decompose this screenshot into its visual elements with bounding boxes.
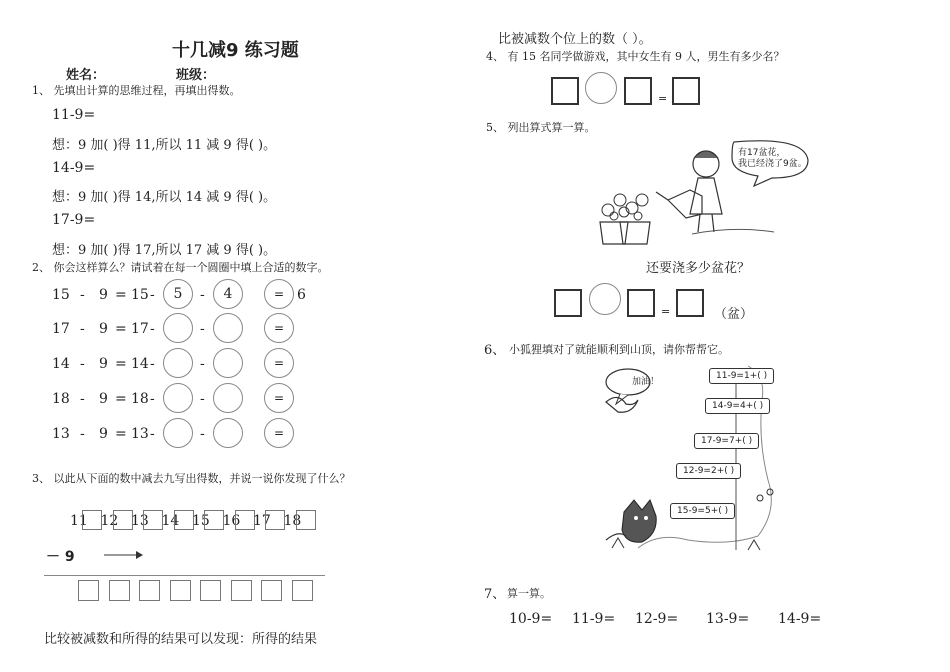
q3-number: 18	[283, 513, 302, 529]
answer-box[interactable]	[676, 289, 704, 317]
q2-minus-sign: -	[150, 321, 155, 337]
equals-circle: =	[264, 348, 294, 378]
q6-prompt: 小狐狸填对了就能顺利到山顶，请你帮帮它。	[509, 343, 729, 356]
q2-minus-sign: -	[200, 321, 205, 337]
q3-number-box[interactable]	[204, 510, 224, 530]
bubble-line-2: 我已经浇了9盆。	[738, 159, 807, 169]
q3-answer-box[interactable]	[231, 580, 252, 601]
q3-prompt: 3、 以此从下面的数中减去九写出得数，并说一说你发现了什么？	[32, 472, 351, 485]
signpost[interactable]: 17-9=7+( )	[694, 433, 759, 449]
q2-minus-sign: -	[80, 426, 85, 442]
q1-prompt: 1、 先填出计算的思维过程，再填出得数。	[32, 84, 241, 97]
equals-sign: =	[658, 92, 668, 105]
q2-equals: =	[115, 287, 127, 303]
q2-start-number: 15	[131, 287, 149, 303]
q1-eq-1: 11-9=	[52, 107, 96, 123]
q2-minuend: 18	[52, 391, 70, 407]
q2-subtrahend: 9	[99, 321, 108, 337]
q7-problem: 12-9=	[635, 611, 679, 627]
q2-result[interactable]: 6	[297, 287, 306, 303]
answer-circle[interactable]: 5	[163, 279, 193, 309]
class-label: 班级：	[176, 68, 216, 83]
q7-problem: 14-9=	[778, 611, 822, 627]
q3-number: 16	[222, 513, 241, 529]
q2-minus-sign: -	[200, 287, 205, 303]
q2-equals: =	[115, 321, 127, 337]
q3-answer-box[interactable]	[200, 580, 221, 601]
q3-conclusion: 比较被减数和所得的结果可以发现：所得的结果	[44, 632, 318, 647]
divider-line	[44, 575, 325, 576]
signpost[interactable]: 11-9=1+( )	[709, 368, 774, 384]
q1-think-1: 想：9 加( )得 11,所以 11 减 9 得( )。	[52, 138, 277, 153]
mountain-fox-illustration	[598, 360, 798, 555]
q2-start-number: 18	[131, 391, 149, 407]
minus-nine-label: － 9	[46, 549, 75, 565]
q2-prompt: 2、 你会这样算么？请试着在每一个圆圈中填上合适的数字。	[32, 261, 329, 274]
q3-number: 15	[192, 513, 210, 529]
q1-eq-3: 17-9=	[52, 212, 96, 228]
answer-box[interactable]	[627, 289, 655, 317]
q3-number: 14	[161, 513, 180, 529]
q3-number: 17	[253, 513, 271, 529]
speech-bubble-text	[738, 148, 807, 170]
q2-minus-sign: -	[80, 321, 85, 337]
equals-circle: =	[264, 313, 294, 343]
answer-box[interactable]	[554, 289, 582, 317]
q7-problem: 10-9=	[509, 611, 553, 627]
operator-circle[interactable]	[589, 283, 621, 315]
q7-prompt: 算一算。	[507, 587, 551, 600]
name-label: 姓名：	[66, 68, 106, 83]
q4-prompt: 4、 有 15 名同学做游戏，其中女生有 9 人，男生有多少名？	[486, 50, 785, 63]
q2-subtrahend: 9	[99, 356, 108, 372]
q3-answer-box[interactable]	[170, 580, 191, 601]
q3-number: 13	[131, 513, 149, 529]
q3-number: 11	[70, 513, 88, 529]
answer-circle[interactable]	[213, 418, 243, 448]
q1-think-3: 想：9 加( )得 17,所以 17 减 9 得( )。	[52, 243, 277, 258]
q2-minus-sign: -	[80, 356, 85, 372]
page-title: 十几减9 练习题	[172, 40, 299, 61]
q2-start-number: 17	[131, 321, 149, 337]
q2-start-number: 13	[131, 426, 149, 442]
q1-eq-2: 14-9=	[52, 160, 96, 176]
q2-minus-sign: -	[80, 287, 85, 303]
answer-circle[interactable]	[163, 348, 193, 378]
q3-number-box[interactable]	[296, 510, 316, 530]
answer-circle[interactable]	[163, 313, 193, 343]
q2-minuend: 13	[52, 426, 70, 442]
answer-box[interactable]	[672, 77, 700, 105]
q2-minuend: 17	[52, 321, 70, 337]
q3-number-box[interactable]	[265, 510, 285, 530]
q7-number: 7、	[484, 587, 506, 602]
q3-number-box[interactable]	[174, 510, 194, 530]
answer-circle[interactable]	[213, 383, 243, 413]
answer-circle[interactable]	[213, 313, 243, 343]
q2-minus-sign: -	[150, 391, 155, 407]
unit-label: （盆）	[714, 307, 754, 322]
equals-circle: =	[264, 418, 294, 448]
q2-minus-sign: -	[150, 356, 155, 372]
q3-number-box[interactable]	[143, 510, 163, 530]
q3-conclusion-cont: 比被减数个位上的数（ ）。	[498, 32, 652, 47]
q2-minus-sign: -	[200, 356, 205, 372]
q3-number-box[interactable]	[113, 510, 133, 530]
q2-start-number: 14	[131, 356, 149, 372]
q5-question: 还要浇多少盆花？	[646, 261, 751, 276]
q2-equals: =	[115, 391, 127, 407]
q2-subtrahend: 9	[99, 391, 108, 407]
equals-sign: =	[661, 305, 671, 318]
bubble-line-1: 有17盆花，	[738, 148, 786, 158]
q3-number-box[interactable]	[82, 510, 102, 530]
q3-number: 12	[100, 513, 119, 529]
q1-think-2: 想：9 加( )得 14,所以 14 减 9 得( )。	[52, 190, 277, 205]
q2-subtrahend: 9	[99, 287, 108, 303]
q2-equals: =	[115, 426, 127, 442]
signpost[interactable]: 12-9=2+( )	[676, 463, 741, 479]
operator-circle[interactable]	[585, 72, 617, 104]
q2-minus-sign: -	[80, 391, 85, 407]
q5-prompt: 5、 列出算式算一算。	[486, 121, 596, 134]
q3-answer-box[interactable]	[109, 580, 130, 601]
signpost[interactable]: 15-9=5+( )	[670, 503, 735, 519]
equals-circle: =	[264, 383, 294, 413]
q2-minuend: 14	[52, 356, 70, 372]
q3-answer-box[interactable]	[261, 580, 282, 601]
q2-equals: =	[115, 356, 127, 372]
q3-answer-box[interactable]	[78, 580, 99, 601]
q3-answer-box[interactable]	[139, 580, 160, 601]
q3-answer-box[interactable]	[292, 580, 313, 601]
answer-circle[interactable]: 4	[213, 279, 243, 309]
signpost[interactable]: 14-9=4+( )	[705, 398, 770, 414]
q2-minuend: 15	[52, 287, 70, 303]
q7-problem: 13-9=	[706, 611, 750, 627]
arrow-icon	[102, 549, 144, 561]
q2-minus-sign: -	[200, 426, 205, 442]
answer-box[interactable]	[624, 77, 652, 105]
q2-subtrahend: 9	[99, 426, 108, 442]
q2-minus-sign: -	[200, 391, 205, 407]
q6-number: 6、	[484, 343, 506, 358]
answer-circle[interactable]	[213, 348, 243, 378]
answer-circle[interactable]	[163, 383, 193, 413]
q7-problem: 11-9=	[572, 611, 616, 627]
equals-circle: =	[264, 279, 294, 309]
answer-circle[interactable]	[163, 418, 193, 448]
answer-box[interactable]	[551, 77, 579, 105]
cheer-bubble-text: 加油！	[632, 377, 660, 387]
q2-minus-sign: -	[150, 426, 155, 442]
q3-number-box[interactable]	[235, 510, 255, 530]
q2-minus-sign: -	[150, 287, 155, 303]
